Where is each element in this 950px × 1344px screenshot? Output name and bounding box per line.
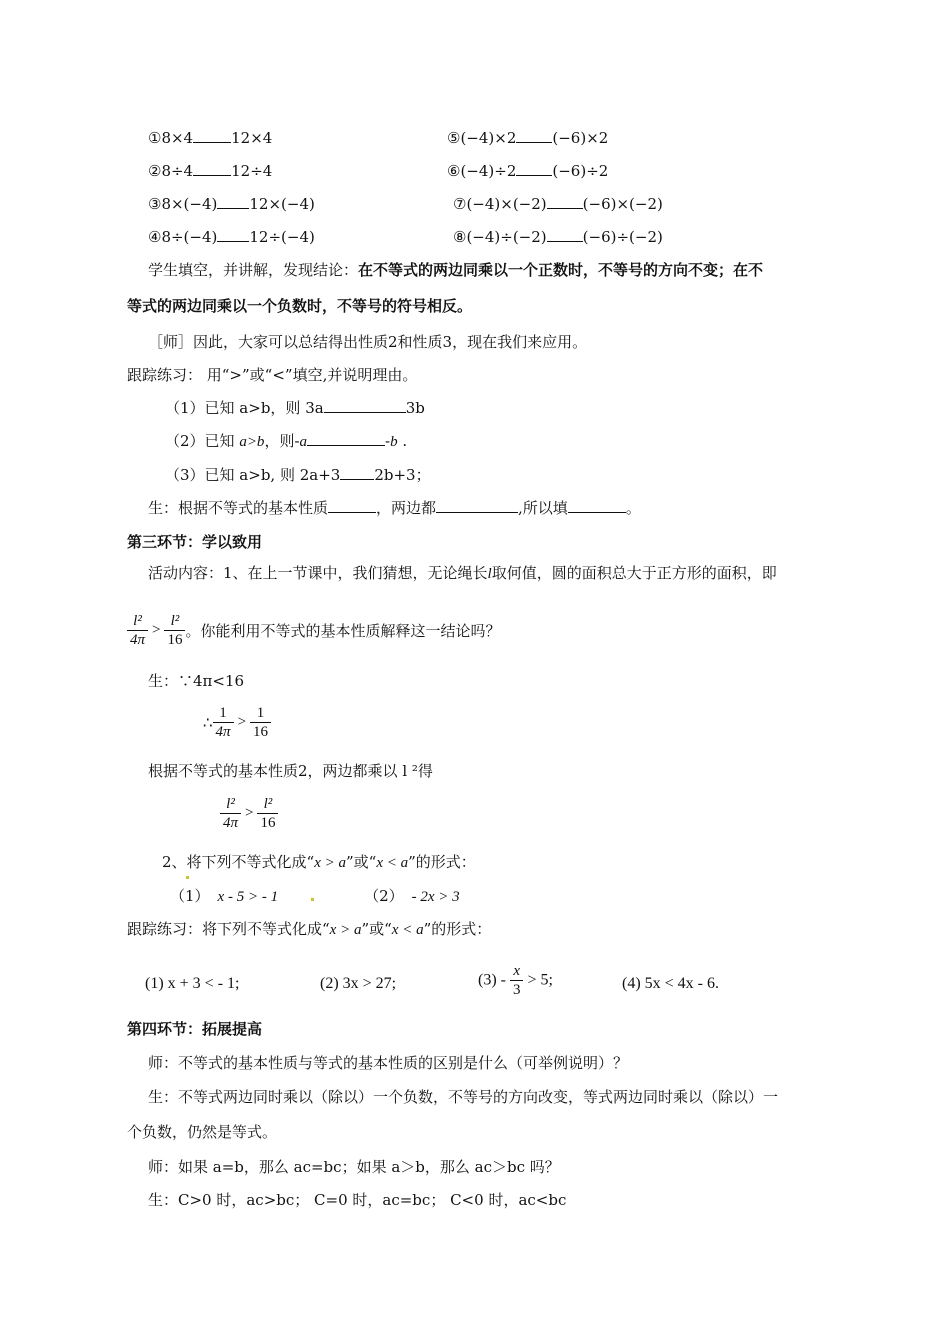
student-answer-3-line-1: 生：不等式两边同时乘以（除以）一个负数，不等号的方向改变，等式两边同时乘以（除以）一 — [148, 1088, 779, 1106]
practice-1-heading: 跟踪练习： 用“>”或“<”填空,并说明理由。 — [127, 366, 418, 384]
conclusion-line-2: 等式的两边同乘以一个负数时，不等号的符号相反。 — [127, 297, 473, 315]
inequality-reciprocal: ∴ $\frac{1}{4\pi}$ > $\frac{1}{16}$ — [203, 704, 271, 741]
inequality-area-compare: $\frac{\text{l²}}{4\pi}$ > $\frac{\text{l²}}{16}$ 。你能利用不等式的基本性质解释这一结论吗？ — [127, 612, 501, 649]
comparison-row-1-right: ⑤(−4)×2 (−6)×2 — [447, 129, 609, 147]
conclusion-line-1: 学生填空，并讲解，发现结论：在不等式的两边同乘以一个正数时，不等号的方向不变；在不 — [148, 261, 764, 279]
student-answer-2: 生：∵4π<16 — [148, 672, 245, 690]
teacher-question-1: 师：不等式的基本性质与等式的基本性质的区别是什么（可举例说明）？ — [148, 1054, 629, 1072]
comparison-row-4-left: ④8÷(−4) 12÷(−4) — [148, 228, 315, 246]
task-2-instruction: 2、将下列不等式化成“x > a”或“x < a”的形式： — [162, 853, 476, 871]
activity-content: 活动内容：1、在上一节课中，我们猜想，无论绳长l取何值，圆的面积总大于正方形的面积，即 — [148, 564, 777, 582]
exercise-1: （1）已知 a>b，则 3a 3b — [165, 399, 425, 417]
comparison-row-1-left: ①8×4 12×4 — [148, 129, 273, 147]
property-2-statement: 根据不等式的基本性质2，两边都乘以 l ²得 — [148, 762, 433, 780]
student-answer-4: 生：C>0 时，ac>bc； C=0 时，ac=bc； C<0 时，ac<bc — [148, 1191, 567, 1209]
teacher-question-2: 师：如果 a=b，那么 ac=bc；如果 a＞b，那么 ac＞bc 吗？ — [148, 1158, 560, 1176]
exercise-2: （2）已知 a>b，则-a -b . — [165, 432, 408, 450]
section-3-heading: 第三环节：学以致用 — [127, 533, 263, 551]
comparison-row-2-left: ②8÷4 12÷4 — [148, 162, 273, 180]
speck-mark — [311, 898, 314, 901]
practice-2-item-2: (2) 3x > 27; — [320, 975, 397, 992]
practice-2-instruction: 跟踪练习：将下列不等式化成“x > a”或“x < a”的形式： — [127, 920, 492, 938]
comparison-row-4-right: ⑧(−4)÷(−2) (−6)÷(−2) — [453, 228, 663, 246]
comparison-row-3-right: ⑦(−4)×(−2) (−6)×(−2) — [453, 195, 663, 213]
student-answer-1: 生：根据不等式的基本性质 ，两边都 ,所以填 。 — [148, 499, 641, 517]
student-answer-3-line-2: 个负数，仍然是等式。 — [127, 1123, 278, 1141]
exercise-3: （3）已知 a>b, 则 2a+3 2b+3； — [165, 466, 431, 484]
section-4-heading: 第四环节：拓展提高 — [127, 1020, 263, 1038]
speck-mark — [186, 876, 189, 879]
comparison-row-3-left: ③8×(−4) 12×(−4) — [148, 195, 315, 213]
comparison-row-2-right: ⑥(−4)÷2 (−6)÷2 — [447, 162, 609, 180]
practice-2-item-3: (3) - $\frac{x}{3}$ > 5; — [478, 963, 553, 998]
practice-2-item-4: (4) 5x < 4x - 6. — [622, 975, 720, 992]
inequality-result: $\frac{\text{l²}}{4\pi}$ > $\frac{\text{l²}}{16}$ — [220, 795, 278, 832]
practice-2-item-1: (1) x + 3 < - 1; — [145, 975, 240, 992]
teacher-summary: ［师］因此，大家可以总结得出性质2和性质3，现在我们来应用。 — [148, 333, 588, 351]
task-2-items: （1） x - 5 > - 1 （2） - 2x > 3 — [170, 887, 460, 905]
